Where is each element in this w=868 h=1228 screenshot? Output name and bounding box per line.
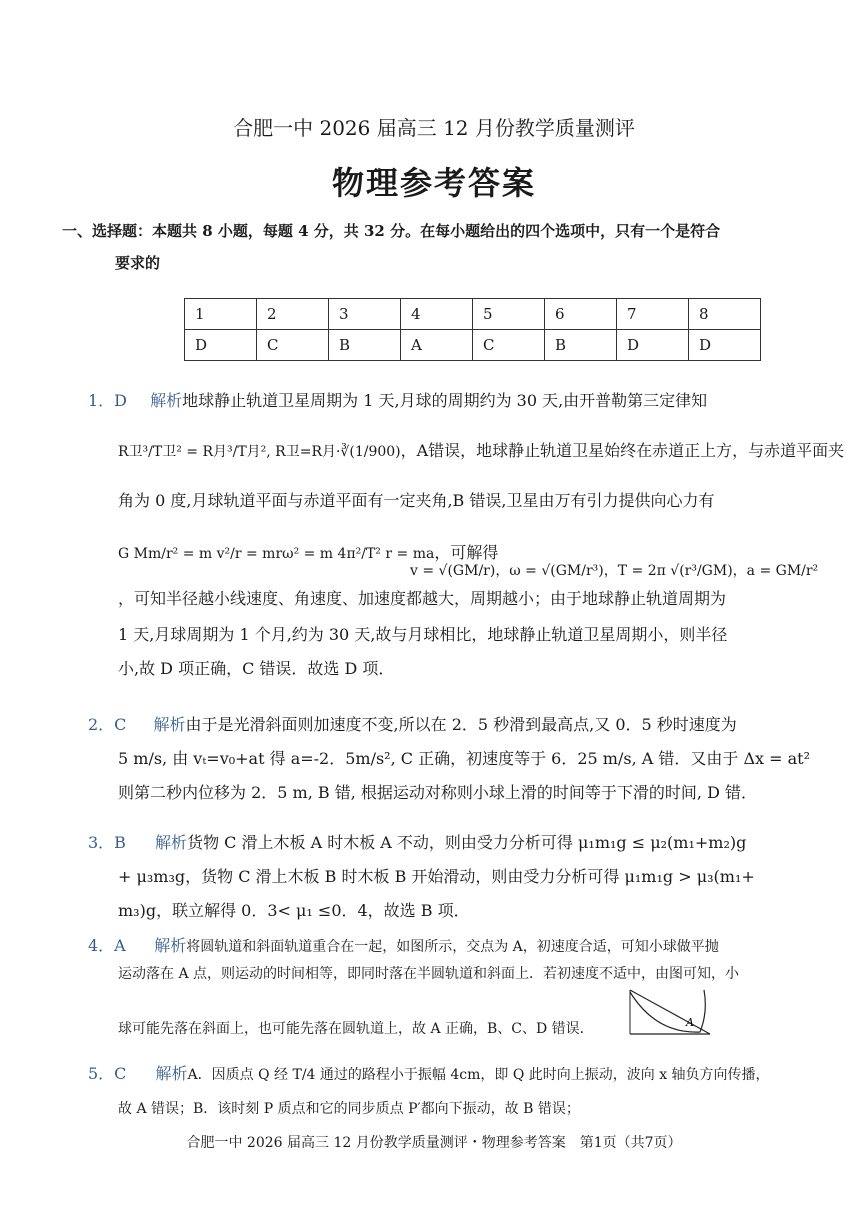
table-cell: 3 [329,299,401,330]
table-cell: A [401,330,473,361]
table-cell: D [185,330,257,361]
q2-line-3: 则第二秒内位移为 2．5 m, B 错, 根据运动对称则小球上滑的时间等于下滑的时间, D 错． [118,783,757,802]
table-cell: D [689,330,761,361]
q1-gravitation-equation: G Mm/r² = m v²/r = mrω² = m 4π²/T² r = ma [118,546,435,562]
q3-number: 3．B [88,833,126,852]
q2-number: 2．C [88,715,127,734]
q1-line-6: 1 天,月球周期为 1 个月,约为 30 天,故与月球相比，地球静止轨道卫星周期小，则半径 [118,625,728,644]
q3-line-1 [88,830,746,853]
q1-text: ，可解得 [434,543,499,562]
table-cell: 5 [473,299,545,330]
q2-line-1 [88,712,737,735]
q3-line-3: m₃)g，联立解得 0．3< μ₁ ≤0．4，故选 B 项． [118,901,470,920]
q1-line-1 [88,388,707,411]
q5-analysis-label: 解析 [155,1064,188,1083]
exam-header: 合肥一中 2026 届高三 12 月份教学质量测评 [233,116,635,140]
answer-table [184,298,761,361]
page-footer: 合肥一中 2026 届高三 12 月份教学质量测评・物理参考答案 第1页（共7页） [186,1135,682,1151]
q1-text: ，A错误，地球静止轨道卫星始终在赤道正上方，与赤道平面夹 [400,441,845,460]
table-cell: C [473,330,545,361]
table-cell: 2 [257,299,329,330]
q1-number: 1．D [88,391,128,410]
q2-analysis-label: 解析 [153,715,186,734]
table-cell: 6 [545,299,617,330]
table-cell: C [257,330,329,361]
q4-line-2: 运动落在 A 点，则运动的时间相等，即同时落在半圆轨道和斜面上．若初速度不适中，由图可知，小 [118,966,740,982]
table-cell: 4 [401,299,473,330]
section-1-title: 一、选择题：本题共 8 小题，每题 4 分，共 32 分。在每小题给出的四个选项中，只有一个是符合 [62,222,721,240]
q2-line-2: 5 m/s, 由 vₜ=v₀+at 得 a=-2．5m/s², C 正确，初速度等于 6．25 m/s, A 错．又由于 Δx = at² [118,749,811,768]
q1-line-4b [410,560,818,580]
table-cell: 8 [689,299,761,330]
q4-number: 4．A [88,936,126,955]
q4-line-1 [88,933,719,956]
page-title: 物理参考答案 [331,164,536,202]
q5-line-1 [88,1061,770,1084]
answer-table-number-row [185,299,761,330]
table-cell: 7 [617,299,689,330]
q1-line-5: ，可知半径越小线速度、角速度、加速度都越大，周期越小；由于地球静止轨道周期为 [118,589,727,608]
q5-text: A．因质点 Q 经 T/4 通过的路程小于振幅 4cm，即 Q 此时向上振动，波向 x 轴负方向传播， [187,1067,770,1083]
q1-analysis-label: 解析 [150,391,183,410]
q1-line-3: 角为 0 度,月球轨道平面与赤道平面有一定夹角,B 错误,卫星由万有引力提供向心力有 [118,491,715,510]
q3-analysis-label: 解析 [155,833,188,852]
table-cell: 1 [185,299,257,330]
q1-line-2 [118,438,844,461]
q3-line-2: + μ₃m₃g，货物 C 滑上木板 B 时木板 B 开始滑动，则由受力分析可得 μ₁m₁g > μ₃(m₁+ [118,867,755,886]
q1-kepler-equation: R卫³/T卫² = R月³/T月², R卫=R月·∛(1/900) [118,444,401,460]
q5-number: 5．C [88,1064,127,1083]
q4-line-3: 球可能先落在斜面上，也可能先落在圆轨道上，故 A 正确，B、C、D 错误． [118,1021,594,1037]
section-1-title-cont: 要求的 [115,254,161,272]
q4-text: 将圆轨道和斜面轨道重合在一起，如图所示，交点为 A，初速度合适，可知小球做平抛 [186,939,719,955]
table-cell: D [617,330,689,361]
q1-text: 地球静止轨道卫星周期为 1 天,月球的周期约为 30 天,由开普勒第三定律知 [182,391,708,410]
q5-line-2: 故 A 错误；B．该时刻 P 质点和它的同步质点 P′都向下振动，故 B 错误； [118,1101,580,1117]
q4-analysis-label: 解析 [154,936,187,955]
q2-text: 由于是光滑斜面则加速度不变,所以在 2．5 秒滑到最高点,又 0．5 秒时速度为 [185,715,737,734]
q3-text: 货物 C 滑上木板 A 时木板 A 不动，则由受力分析可得 μ₁m₁g ≤ μ₂(m₁+m₂)g [187,833,747,852]
q1-result-equations: v = √(GM/r)，ω = √(GM/r³)，T = 2π √(r³/GM)，a = GM/r² [410,563,819,579]
answer-table-answer-row [185,330,761,361]
q4-trajectory-figure [626,988,714,1036]
table-cell: B [545,330,617,361]
q1-line-7: 小,故 D 项正确，C 错误．故选 D 项． [118,659,395,678]
table-cell: B [329,330,401,361]
point-a-label: A [686,1016,694,1029]
